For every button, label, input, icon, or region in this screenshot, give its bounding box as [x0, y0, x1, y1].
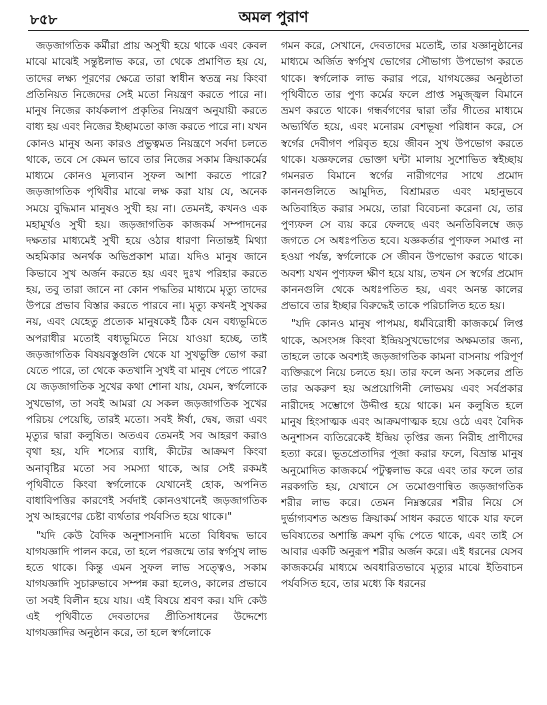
paragraph: "যদি কোনও মানুষ পাপময়, ধর্মবিরোধী কাজকর্মে লিপ্ত থাকে, অসংসঙ্গ কিংবা ইন্দ্রিয়সুখভোগের অক্ষমতার জন্য, তাহলে তাকে অবশ্যই জড়জাগতিক কামনা বাসনায় পরিপূর্ণ ব্যক্তিরূপে নিয়ে চলতে হয়। তার ফলে অন্য সকলের প্রতি তার অকরুণ হয় অপ্রয়োগিনী লোভময় এবং সর্বপ্রকার নারীদেহ সম্ভোগে উদ্দীপ্ত হয়ে থাকে। মন কলুষিত হলে মানুষ হিংসাত্মক এবং আক্রমণাত্মক হয়ে ওঠে এবং বৈদিক অনুশাসন ব্যতিরেকেই ইন্দ্রিয় তৃপ্তির জন্য নিরীহ প্রাণীদের হত্যা করে। ভূতপ্রেতাদির পূজা করার ফলে, বিভ্রান্ত মানুষ অনুমোদিত কাজকর্মে পটুত্বলাভ করে এবং তার ফলে তার নরকগতি হয়, যেখানে সে তমোগুণান্বিত জড়জাগতিক শরীর লাভ করে। তেমন নিম্নস্তরের শরীর নিয়ে সে দুর্ভাগ্যবশত অশুভ ক্রিয়াকর্ম সাধন করতে থাকে যার ফলে ভবিষ্যতের অশান্তি ক্রমশ বৃদ্ধি পেতে থাকে, এবং তাই সে আবার একটি অনুরূপ শরীর অর্জন করে। এই ধরনের যেসব কাজকর্মের মাধ্যমে অবধারিতভাবে মৃত্যুর মাঝে ইতিবাচন পর্যবসিত হবে, তার মধ্যে কি ধরনের: [281, 318, 523, 591]
page-header: [14, 6, 533, 28]
paragraph: গমন করে, সেখানে, দেবতাদের মতোই, তার যজ্ঞানুষ্ঠানের মাধ্যমে অর্জিত স্বর্গসুখ ভোগের সৌভাগ্য উপভোগ করতে থাকে। স্বর্গলোক লাভ করার পরে, যাগযজ্ঞের অনুষ্ঠাতা পৃথিবীতে তার পুণ্য কর্মের ফলে প্রাপ্ত সমুজ্জ্বল বিমানে ভ্রমণ করতে থাকে। গন্ধর্বগণের দ্বারা তাঁর গীতের মাধ্যমে অভ্যর্থিত হয়ে, এবং মনোরম বেশভূষা পরিধান করে, সে স্বর্গের দেবীগণ পরিবৃত হয়ে জীবন সুখ উপভোগ করতে থাকে। যজ্ঞফলের ভোক্তা ঘন্টা মালায় সুশোভিত স্বইচ্ছায় গমনরত বিমানে স্বর্গের নারীগণের সাথে প্রমোদ কাননগুলিতে আমুদিত, বিশ্রামরত এবং মহানুভবে অতিবাহিত করার সময়ে, তারা বিবেচনা করেনা যে, তার পুণ্যফল সে ব্যয় করে ফেলছে এবং অনতিবিলম্বে জড় জগতে সে অধঃপতিত হবে। যজ্ঞকর্তার পুণ্যফল সমাপ্ত না হওয়া পর্যন্ত, স্বর্গলোকে সে জীবন উপভোগ করতে থাকে। অবশ্য যখন পুণ্যফল ক্ষীণ হয়ে যায়, তখন সে স্বর্গের প্রমোদ কাননগুলি থেকে অধঃপতিত হয়, এবং অনন্ত কালের প্রভাবে তার ইচ্ছার বিরুদ্ধেই তাকে পরিচালিত হতে হয়।: [281, 40, 523, 312]
paragraph: জড়জাগতিক কর্মীরা প্রায় অসুখী হয়ে থাকে এবং কেবল মাঝে মাঝেই সন্তুষ্টলাভ করে, তা থেকে প্রমাণিত হয় যে, তাদের লক্ষ্য পূরণের ক্ষেত্রে তারা স্বাধীন স্বতন্ত্র নয় কিংবা প্রতিনিয়ত নিজেদের সেই মতো নিয়ন্ত্রণ করতে পারে না। মানুষ নিজের কার্যকলাপ প্রকৃতির নিয়ন্ত্রণ অনুযায়ী করতে বাধ্য হয় এবং নিজের ইচ্ছামতো কাজ করতে পারে না। যখন কোনও মানুষ অন্য কারও প্রভুত্বমত নিয়ন্ত্রণে সর্বদা চলতে থাকে, তবে সে কেমন ভাবে তার নিজের সকাম ক্রিয়াকর্মের মাধ্যমে কোনও মূল্যবান সুফল আশা করতে পারে? জড়জাগতিক পৃথিবীর মাঝে লক্ষ করা যায় যে, অনেক সময়ে বুদ্ধিমান মানুষও সুখী হয় না। তেমনই, কখনও এক মহামূর্খও সুখী হয়। জড়জাগতিক কাজকর্ম সম্পাদনের দক্ষতার মাধ্যমেই সুখী হয়ে ওঠার ধারণা নিতান্তই মিথ্যা অহমিকার অনর্থক অভিপ্রকাশ মাত্র। যদিও মানুষ জানে কিভাবে সুখ অর্জন করতে হয় এবং দুঃখ পরিহার করতে হয়, তবু তারা জানে না কোন পদ্ধতির মাধ্যমে মৃত্যু তাদের উপরে প্রভাব বিস্তার করতে পারবে না। মৃত্যু কখনই সুখকর নয়, এবং যেহেতু প্রত্যেক মানুষকেই ঠিক যেন বধ্যভূমিতে অপরাধীর মতোই বধ্যভূমিতে নিয়ে যাওয়া হচ্ছে, তাই জড়জাগতিক বিষয়বস্তুগুলি থেকে যা সুখভুক্তি ভোগ করা যেতে পারে, তা থেকে কতখানি সুখই বা মানুষ পেতে পারে? যে জড়জাগতিক সুখের কথা শোনা যায়, যেমন, স্বর্গলোকে সুখভোগ, তা সবই আমরা যে সকল জড়জাগতিক সুখের পরিচয় পেয়েছি, তারই মতো। সবই ঈর্ষা, দ্বেষ, জরা এবং মৃত্যুর দ্বারা কলুষিত। অতএব তেমনই সব আহরণ করাও বৃথা হয়, যদি শস্যের ব্যাধি, কীটের আক্রমণ কিংবা অনাবৃষ্টির মতো সব সমস্যা থাকে, আর সেই রকমই পৃথিবীতে কিংবা স্বর্গলোকে যেখানেই হোক, অপনিত বাধাবিপত্তির কারণেই সর্বদাই কোনওখানেই জড়জাগতিক সুখ আহরণের চেষ্টা ব্যর্থতার পর্যবসিত হয়ে থাকে।": [26, 40, 267, 524]
page-number: ৮৫৮: [30, 12, 58, 28]
paragraph: "যদি কেউ বৈদিক অনুশাসনাদি মতো বিধিবদ্ধ ভাবে যাগযজ্ঞাদি পালন করে, তা হলে পরজন্মে তার স্বর্গসুখ লাভ হতে থাকে। কিন্তু এমন সুফল লাভ সত্ত্বেও, সকাম যাগযজ্ঞাদি সুচারুভাবে সম্পন্ন করা হলেও, কালের প্রভাবে তা সবই বিলীন হয়ে যায়। এই বিষয়ে শ্রবণ কর। যদি কেউ এই পৃথিবীতে দেবতাদের প্রীতিসাধনের উদ্দেশ্যে যাগযজ্ঞাদির অনুষ্ঠান করে, তা হলে স্বর্গলোকে: [26, 529, 267, 639]
right-column: [281, 38, 523, 697]
left-column: [26, 38, 267, 697]
header-rule: [28, 30, 529, 31]
running-title: অমল পুরাণ: [238, 8, 309, 26]
